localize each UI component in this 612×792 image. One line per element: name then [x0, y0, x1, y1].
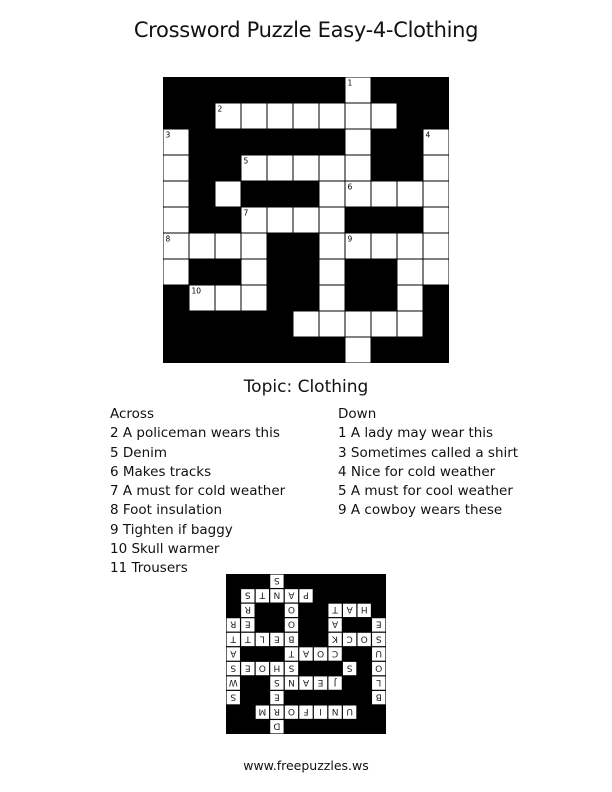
- grid-cell[interactable]: [398, 260, 423, 285]
- grid-cell[interactable]: [320, 312, 345, 337]
- clue-number: 10: [191, 286, 202, 296]
- grid-cell[interactable]: [398, 234, 423, 259]
- grid-cell[interactable]: [216, 182, 241, 207]
- answer-letter: A: [302, 676, 310, 687]
- grid-cell[interactable]: [424, 156, 449, 181]
- answer-letter: S: [230, 691, 237, 702]
- grid-cell[interactable]: [320, 286, 345, 311]
- across-clue: 7 A must for cold weather: [110, 483, 286, 500]
- grid-cell[interactable]: [346, 104, 371, 129]
- grid-cell[interactable]: [164, 208, 189, 233]
- down-clue: 5 A must for cool weather: [338, 483, 513, 500]
- clue-number: 3: [165, 130, 171, 140]
- grid-cell[interactable]: [372, 312, 397, 337]
- clue-number: 6: [347, 182, 353, 192]
- answer-letter: D: [273, 720, 281, 731]
- answer-letter: M: [258, 705, 267, 716]
- grid-cell[interactable]: [216, 286, 241, 311]
- answer-letter: A: [332, 618, 339, 629]
- grid-cell[interactable]: [372, 104, 397, 129]
- answer-letter: R: [273, 705, 281, 716]
- grid-cell[interactable]: [216, 234, 241, 259]
- down-clues: [338, 405, 518, 521]
- grid-cell[interactable]: [372, 234, 397, 259]
- answer-letter: E: [244, 662, 251, 673]
- grid-cell[interactable]: [242, 286, 267, 311]
- answer-letter: K: [332, 633, 339, 644]
- grid-cell[interactable]: [320, 260, 345, 285]
- grid-cell[interactable]: [320, 208, 345, 233]
- grid-cell[interactable]: [346, 338, 371, 363]
- answer-letter: O: [287, 705, 296, 716]
- answer-letter: E: [274, 633, 280, 644]
- clue-number: 4: [425, 130, 431, 140]
- answer-letter: O: [258, 662, 266, 673]
- grid-cell[interactable]: [346, 312, 371, 337]
- answer-letter: L: [259, 633, 265, 644]
- grid-cell[interactable]: [424, 182, 449, 207]
- grid-cell[interactable]: [242, 104, 267, 129]
- answer-letter: T: [288, 647, 295, 658]
- clue-number: 8: [165, 234, 171, 244]
- answer-letter: L: [376, 676, 382, 687]
- answer-letter: R: [230, 618, 237, 629]
- answer-letter: O: [375, 662, 383, 673]
- clue-number: 5: [243, 156, 249, 166]
- grid-cell[interactable]: [372, 182, 397, 207]
- grid-cell[interactable]: [268, 208, 293, 233]
- grid-cell[interactable]: [242, 234, 267, 259]
- answer-letter: A: [230, 647, 237, 658]
- grid-cell[interactable]: [398, 182, 423, 207]
- answer-letter: W: [228, 676, 238, 687]
- answer-letter: O: [287, 618, 296, 629]
- answer-letter: N: [331, 705, 339, 716]
- down-clue-list: [338, 424, 518, 520]
- answer-letter: B: [375, 691, 382, 702]
- answer-letter: E: [375, 618, 382, 629]
- site-url: www.freepuzzles.ws: [243, 758, 369, 773]
- down-clue: 9 A cowboy wears these: [338, 502, 503, 519]
- answer-letter: N: [273, 589, 281, 600]
- grid-cell[interactable]: [294, 104, 319, 129]
- answer-letter: J: [333, 676, 337, 687]
- answer-letter: I: [319, 705, 322, 716]
- clue-number: 11: [269, 312, 280, 322]
- crossword-grid: [163, 77, 449, 363]
- topic-heading: Topic: Clothing: [243, 377, 369, 397]
- grid-cell[interactable]: [346, 156, 371, 181]
- answer-letter: O: [316, 647, 325, 658]
- answer-letter: B: [288, 633, 295, 644]
- grid-cell[interactable]: [398, 312, 423, 337]
- answer-letter: E: [317, 676, 324, 687]
- grid-cell[interactable]: [164, 260, 189, 285]
- answer-letter: A: [288, 589, 295, 600]
- answer-letter: A: [302, 647, 310, 658]
- grid-cell[interactable]: [268, 156, 293, 181]
- answer-letter: T: [332, 604, 338, 615]
- answer-letter: O: [287, 604, 296, 615]
- down-heading: Down: [338, 406, 377, 422]
- grid-cell[interactable]: [190, 234, 215, 259]
- across-clues: [110, 405, 285, 579]
- answer-letter: S: [346, 662, 353, 673]
- grid-cell[interactable]: [320, 104, 345, 129]
- answer-letter: E: [244, 618, 251, 629]
- answer-letter: F: [303, 705, 309, 716]
- answer-letter: S: [244, 589, 251, 600]
- grid-cell[interactable]: [320, 182, 345, 207]
- grid-cell[interactable]: [164, 156, 189, 181]
- answer-letter: U: [375, 647, 383, 658]
- down-clue: 3 Sometimes called a shirt: [338, 444, 519, 461]
- across-clue: 10 Skull warmer: [110, 541, 220, 558]
- across-heading: Across: [110, 406, 155, 422]
- grid-cell[interactable]: [320, 156, 345, 181]
- answer-letter: O: [360, 633, 368, 644]
- answer-letter: A: [346, 604, 353, 615]
- grid-cell[interactable]: [164, 182, 189, 207]
- grid-cell[interactable]: [424, 234, 449, 259]
- answer-letter: S: [288, 662, 295, 673]
- down-clue: 4 Nice for cold weather: [338, 463, 496, 480]
- across-clue: 11 Trousers: [110, 560, 188, 577]
- answer-letter: N: [288, 676, 295, 687]
- across-clue: 5 Denim: [110, 444, 168, 461]
- answer-letter: C: [331, 647, 339, 658]
- answer-letter: U: [346, 705, 353, 716]
- grid-cell[interactable]: [320, 234, 345, 259]
- clue-number: 1: [347, 78, 353, 88]
- grid-cell[interactable]: [398, 286, 423, 311]
- down-clue: 1 A lady may wear this: [338, 425, 494, 442]
- grid-cell[interactable]: [346, 130, 371, 155]
- answer-letter: S: [375, 633, 382, 644]
- answer-letter: T: [259, 589, 266, 600]
- answer-letter: T: [245, 633, 251, 644]
- answer-letter: E: [274, 691, 280, 702]
- answer-key-grid: [226, 574, 386, 734]
- answer-letter: H: [273, 662, 281, 673]
- across-clue: 8 Foot insulation: [110, 502, 223, 519]
- grid-cell[interactable]: [424, 260, 449, 285]
- grid-cell[interactable]: [294, 156, 319, 181]
- clue-number: 7: [243, 208, 249, 218]
- answer-letter: S: [274, 575, 280, 586]
- grid-cell[interactable]: [424, 208, 449, 233]
- page-title: Crossword Puzzle Easy-4-Clothing: [133, 18, 479, 42]
- grid-cell[interactable]: [242, 260, 267, 285]
- answer-letter: C: [346, 633, 353, 644]
- across-clue: 2 A policeman wears this: [110, 425, 280, 442]
- answer-letter: S: [274, 676, 280, 687]
- across-clue: 9 Tighten if baggy: [110, 521, 233, 538]
- across-clue: 6 Makes tracks: [110, 463, 212, 480]
- clue-number: 2: [217, 104, 223, 114]
- answer-letter: R: [244, 604, 251, 615]
- answer-letter: T: [230, 633, 237, 644]
- answer-letter: P: [303, 589, 309, 600]
- grid-cell[interactable]: [268, 104, 293, 129]
- across-clue-list: [110, 424, 285, 578]
- grid-cell[interactable]: [294, 312, 319, 337]
- answer-letter: S: [230, 662, 237, 673]
- answer-letter: H: [360, 604, 368, 615]
- grid-cell[interactable]: [294, 208, 319, 233]
- clue-number: 9: [347, 234, 353, 244]
